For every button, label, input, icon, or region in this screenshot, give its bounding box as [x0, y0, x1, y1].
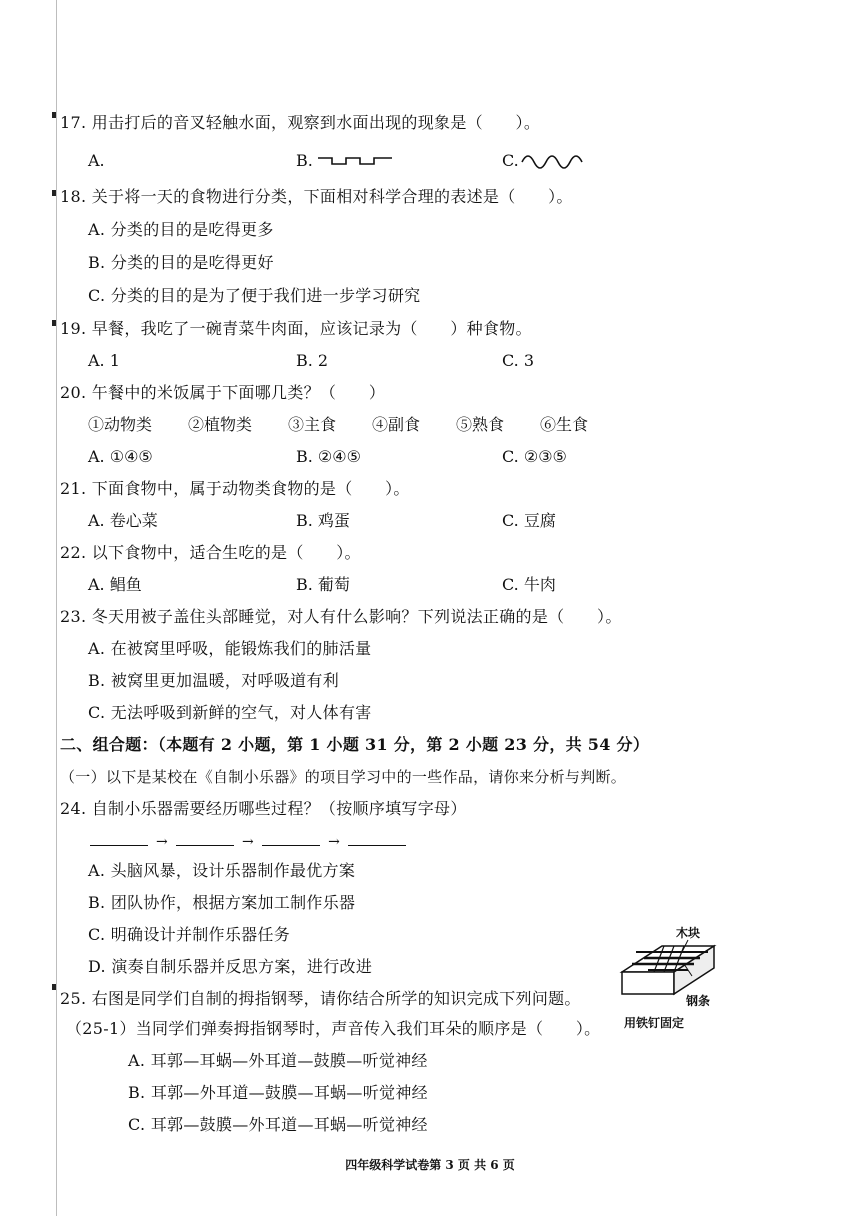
q25-1-option-b: B. 耳郭—外耳道—鼓膜—耳蜗—听觉神经	[128, 1083, 428, 1102]
question-24: 24. 自制小乐器需要经历哪些过程？（按顺序填写字母）	[60, 799, 467, 818]
q20-item-4: ④副食	[372, 415, 421, 434]
q17-option-a: A.	[88, 151, 105, 170]
q19-option-b: B. 2	[296, 351, 329, 370]
answer-blank[interactable]	[262, 831, 320, 846]
margin-tick	[52, 320, 56, 326]
q19-option-c: C. 3	[502, 351, 535, 370]
question-23: 23. 冬天用被子盖住头部睡觉，对人有什么影响？下列说法正确的是（ ）。	[60, 607, 622, 626]
q20-item-3: ③主食	[288, 415, 337, 434]
question-21: 21. 下面食物中，属于动物类食物的是（ ）。	[60, 479, 410, 498]
q24-option-c: C. 明确设计并制作乐器任务	[88, 925, 291, 944]
question-18: 18. 关于将一天的食物进行分类，下面相对科学合理的表述是（ ）。	[60, 187, 573, 206]
answer-blank[interactable]	[348, 831, 406, 846]
q21-option-a: A. 卷心菜	[88, 511, 158, 530]
arrow-icon: →	[242, 834, 255, 850]
q18-option-b: B. 分类的目的是吃得更好	[88, 253, 274, 272]
q22-option-b: B. 葡萄	[296, 575, 350, 594]
q20-item-1: ①动物类	[88, 415, 153, 434]
q23-option-c: C. 无法呼吸到新鲜的空气，对人体有害	[88, 703, 372, 722]
q19-option-a: A. 1	[88, 351, 120, 370]
q23-option-b: B. 被窝里更加温暖，对呼吸道有利	[88, 671, 340, 690]
sine-wave-diagram	[520, 148, 590, 170]
q20-option-c: C. ②③⑤	[502, 447, 567, 466]
q22-option-c: C. 牛肉	[502, 575, 556, 594]
q20-item-2: ②植物类	[188, 415, 253, 434]
page-footer: 四年级科学试卷第 3 页 共 6 页	[345, 1158, 515, 1172]
question-19: 19. 早餐，我吃了一碗青菜牛肉面，应该记录为（ ）种食物。	[60, 319, 532, 338]
answer-blank[interactable]	[90, 831, 148, 846]
section-2-intro: （一）以下是某校在《自制小乐器》的项目学习中的一些作品，请你来分析与判断。	[60, 768, 627, 786]
q22-option-a: A. 鲳鱼	[88, 575, 142, 594]
q21-option-b: B. 鸡蛋	[296, 511, 350, 530]
q17-option-b: B.	[296, 151, 313, 170]
label-iron-nail: 用铁钉固定	[624, 1016, 685, 1030]
q24-answer-blanks	[88, 830, 408, 853]
question-25: 25. 右图是同学们自制的拇指钢琴，请你结合所学的知识完成下列问题。	[60, 989, 581, 1008]
question-22: 22. 以下食物中，适合生吃的是（ ）。	[60, 543, 361, 562]
q25-1-option-c: C. 耳郭—鼓膜—外耳道—耳蜗—听觉神经	[128, 1115, 428, 1134]
q23-option-a: A. 在被窝里呼吸，能锻炼我们的肺活量	[88, 639, 372, 658]
q17-option-c: C.	[502, 151, 519, 170]
q20-item-5: ⑤熟食	[456, 415, 505, 434]
square-wave-diagram	[316, 150, 396, 172]
q25-1-option-a: A. 耳郭—耳蜗—外耳道—鼓膜—听觉神经	[128, 1051, 428, 1070]
label-wood-block: 木块	[676, 926, 701, 940]
q24-option-d: D. 演奏自制乐器并反思方案，进行改进	[88, 957, 373, 976]
margin-tick	[52, 112, 56, 118]
q18-option-c: C. 分类的目的是为了便于我们进一步学习研究	[88, 286, 421, 305]
q21-option-c: C. 豆腐	[502, 511, 556, 530]
q24-option-b: B. 团队协作，根据方案加工制作乐器	[88, 893, 356, 912]
q20-item-6: ⑥生食	[540, 415, 589, 434]
answer-blank[interactable]	[176, 831, 234, 846]
q20-option-a: A. ①④⑤	[88, 447, 153, 466]
q20-option-b: B. ②④⑤	[296, 447, 361, 466]
arrow-icon: →	[328, 834, 341, 850]
margin-tick	[52, 984, 56, 990]
question-17: 17. 用击打后的音叉轻触水面，观察到水面出现的现象是（ ）。	[60, 113, 541, 132]
question-25-1: （25-1）当同学们弹奏拇指钢琴时，声音传入我们耳朵的顺序是（ ）。	[66, 1019, 601, 1038]
question-20: 20. 午餐中的米饭属于下面哪几类？（ ）	[60, 383, 386, 402]
arrow-icon: →	[156, 834, 169, 850]
label-steel-strip: 钢条	[686, 994, 711, 1008]
section-2-title: 二、组合题：（本题有 2 小题，第 1 小题 31 分，第 2 小题 23 分，共 54 分）	[60, 735, 650, 754]
margin-tick	[52, 190, 56, 196]
q24-option-a: A. 头脑风暴，设计乐器制作最优方案	[88, 861, 356, 880]
binding-margin-line	[56, 0, 57, 1216]
q18-option-a: A. 分类的目的是吃得更多	[88, 220, 274, 239]
